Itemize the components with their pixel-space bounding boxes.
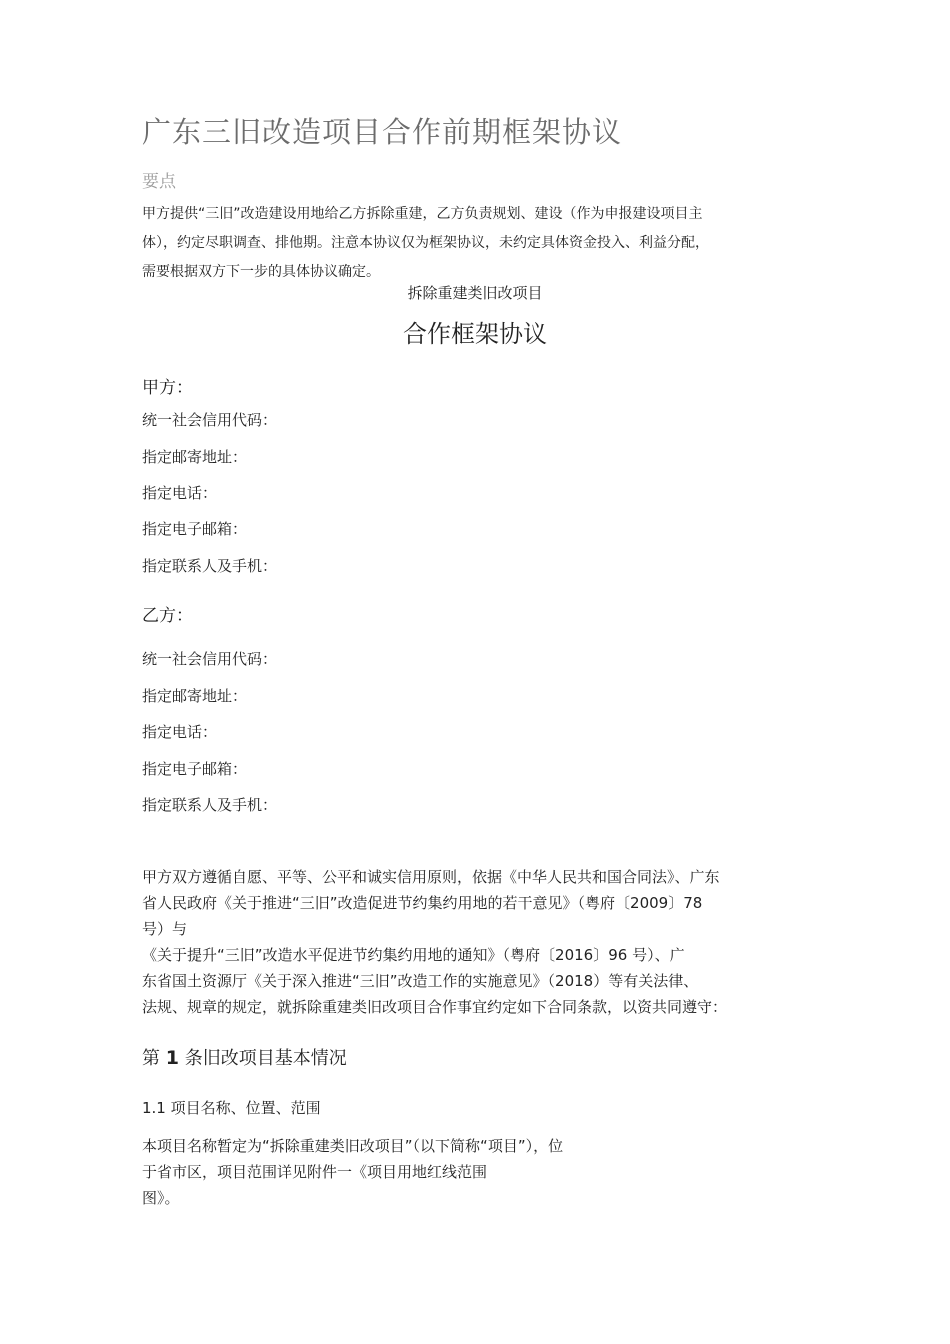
preamble-line: 省人民政府《关于推进“三旧”改造促进节约集约用地的若干意见》（粤府〔2009〕78 bbox=[142, 894, 703, 912]
agreement-main-title: 合作框架协议 bbox=[403, 320, 547, 348]
preamble-line: 甲方双方遵循自愿、平等、公平和诚实信用原则，依据《中华人民共和国合同法》、广东 bbox=[142, 868, 720, 886]
article-suffix: 条旧改项目基本情况 bbox=[184, 1048, 347, 1069]
section-line: 本项目名称暂定为“拆除重建类旧改项目”（以下简称“项目”），位 bbox=[142, 1137, 564, 1155]
party-a-email-field: 指定电子邮箱： bbox=[142, 520, 248, 538]
section-line: 图》。 bbox=[142, 1189, 180, 1207]
party-b-phone-field: 指定电话： bbox=[142, 723, 218, 741]
summary-line: 需要根据双方下一步的具体协议确定。 bbox=[142, 264, 380, 280]
party-b-credit-code-field: 统一社会信用代码： bbox=[142, 650, 278, 668]
article-1-heading bbox=[142, 1044, 347, 1070]
summary-paragraph bbox=[142, 200, 822, 287]
party-b-label: 乙方： bbox=[142, 606, 193, 626]
preamble-line: 号）与 bbox=[142, 920, 188, 938]
article-number: 1 bbox=[165, 1047, 179, 1069]
party-b-email-field: 指定电子邮箱： bbox=[142, 760, 248, 778]
article-prefix: 第 bbox=[142, 1048, 160, 1069]
summary-line: 体），约定尽职调查、排他期。注意本协议仅为框架协议，未约定具体资金投入、利益分配， bbox=[142, 235, 709, 251]
party-b-contact-field: 指定联系人及手机： bbox=[142, 796, 278, 814]
preamble-line: 东省国土资源厅《关于深入推进“三旧”改造工作的实施意见》（2018）等有关法律、 bbox=[142, 972, 699, 990]
keypoints-label: 要点 bbox=[142, 172, 176, 192]
section-line: 于省市区，项目范围详见附件一《项目用地红线范围 bbox=[142, 1163, 488, 1181]
preamble-line: 《关于提升“三旧”改造水平促进节约集约用地的通知》（粤府〔2016〕96 号）、广 bbox=[142, 946, 685, 964]
agreement-subtitle: 拆除重建类旧改项目 bbox=[407, 284, 543, 302]
preamble-paragraph bbox=[142, 864, 822, 1020]
section-1-1-heading: 1.1 项目名称、位置、范围 bbox=[142, 1099, 321, 1117]
party-a-phone-field: 指定电话： bbox=[142, 484, 218, 502]
section-1-1-body bbox=[142, 1133, 762, 1211]
document-title: 广东三旧改造项目合作前期框架协议 bbox=[142, 115, 623, 149]
summary-line: 甲方提供“三旧”改造建设用地给乙方拆除重建，乙方负责规划、建设（作为申报建设项目主 bbox=[142, 206, 703, 222]
party-a-contact-field: 指定联系人及手机： bbox=[142, 557, 278, 575]
party-b-mailing-address-field: 指定邮寄地址： bbox=[142, 687, 248, 705]
party-a-label: 甲方： bbox=[142, 378, 193, 398]
preamble-line: 法规、规章的规定，就拆除重建类旧改项目合作事宜约定如下合同条款，以资共同遵守： bbox=[142, 998, 728, 1016]
party-a-mailing-address-field: 指定邮寄地址： bbox=[142, 448, 248, 466]
party-a-credit-code-field: 统一社会信用代码： bbox=[142, 411, 278, 429]
